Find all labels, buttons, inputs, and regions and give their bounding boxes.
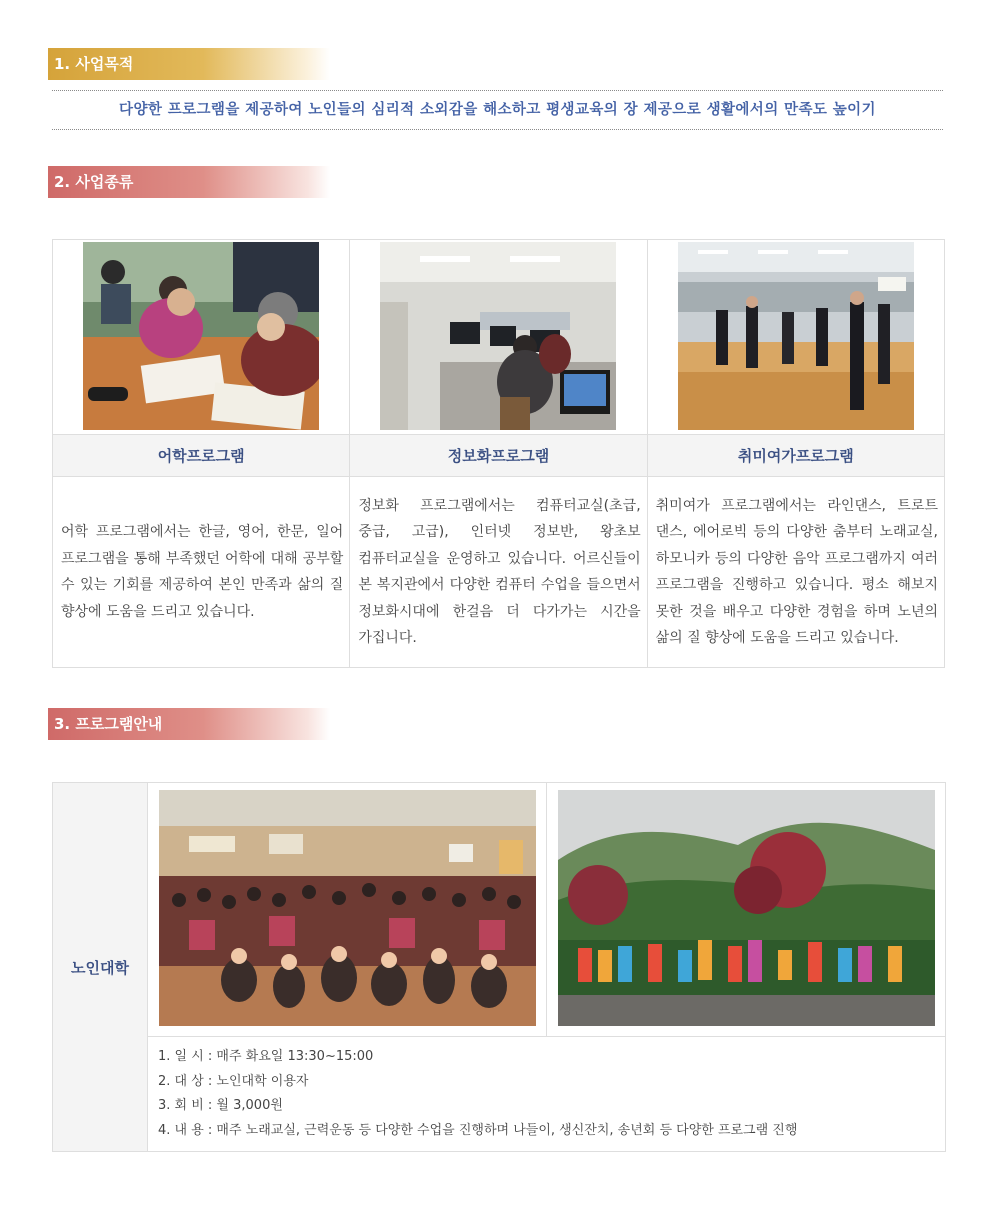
guide-photo-cell-1 bbox=[148, 783, 547, 1037]
photo-cell-hobby bbox=[647, 240, 944, 435]
program-description-hobby: 취미여가 프로그램에서는 라인댄스, 트로트 댄스, 에어로빅 등의 다양한 춤부터 노래교실, 하모니카 등의 다양한 음악 프로그램까지 여러 프로그램을 진행하고 있습니다. 평소 해보지 못한 것을 배우고 다양한 경험을 하며 노년의 삶의 질 향상에 도움을 드리고 있습니다. bbox=[647, 477, 944, 668]
photo-computer-class bbox=[380, 242, 616, 430]
section-heading-program-guide: 3. 프로그램안내 bbox=[48, 708, 330, 740]
photo-senior-university-outing bbox=[558, 790, 935, 1026]
photo-dance-class bbox=[678, 242, 914, 430]
detail-fee: 3. 회 비 : 월 3,000원 bbox=[158, 1098, 283, 1113]
purpose-statement: 다양한 프로그램을 제공하여 노인들의 심리적 소외감을 해소하고 평생교육의 장 제공으로 생활에서의 만족도 높이기 bbox=[52, 90, 943, 130]
program-title-hobby: 취미여가프로그램 bbox=[647, 435, 944, 477]
section-heading-program-types: 2. 사업종류 bbox=[48, 166, 330, 198]
photo-cell-language bbox=[53, 240, 350, 435]
detail-target: 2. 대 상 : 노인대학 이용자 bbox=[158, 1073, 309, 1089]
program-description-language: 어학 프로그램에서는 한글, 영어, 한문, 일어 프로그램을 통해 부족했던 어학에 대해 공부할 수 있는 기회를 제공하여 본인 만족과 삶의 질 향상에 도움을 드리고 있습니다. bbox=[53, 477, 350, 668]
program-title-it: 정보화프로그램 bbox=[350, 435, 647, 477]
photo-language-class bbox=[83, 242, 319, 430]
program-title-language: 어학프로그램 bbox=[53, 435, 350, 477]
program-guide-table bbox=[52, 782, 946, 1152]
detail-content: 4. 내 용 : 매주 노래교실, 근력운동 등 다양한 수업을 진행하며 나들이, 생신잔치, 송년회 등 다양한 프로그램 진행 bbox=[158, 1122, 798, 1138]
detail-schedule: 1. 일 시 : 매주 화요일 13:30~15:00 bbox=[158, 1049, 374, 1064]
section-heading-purpose: 1. 사업목적 bbox=[48, 48, 330, 80]
photo-senior-university-hall bbox=[159, 790, 536, 1026]
photo-cell-it bbox=[350, 240, 647, 435]
program-details bbox=[148, 1037, 946, 1152]
program-types-table bbox=[52, 239, 945, 668]
program-description-it: 정보화 프로그램에서는 컴퓨터교실(초급, 중급, 고급), 인터넷 정보반, 왕초보 컴퓨터교실을 운영하고 있습니다. 어르신들이 본 복지관에서 다양한 컴퓨터 수업을 들으면서 정보화시대에 한걸음 더 다가가는 시간을 가집니다. bbox=[350, 477, 647, 668]
guide-photo-cell-2 bbox=[547, 783, 946, 1037]
program-name-label: 노인대학 bbox=[53, 783, 148, 1152]
